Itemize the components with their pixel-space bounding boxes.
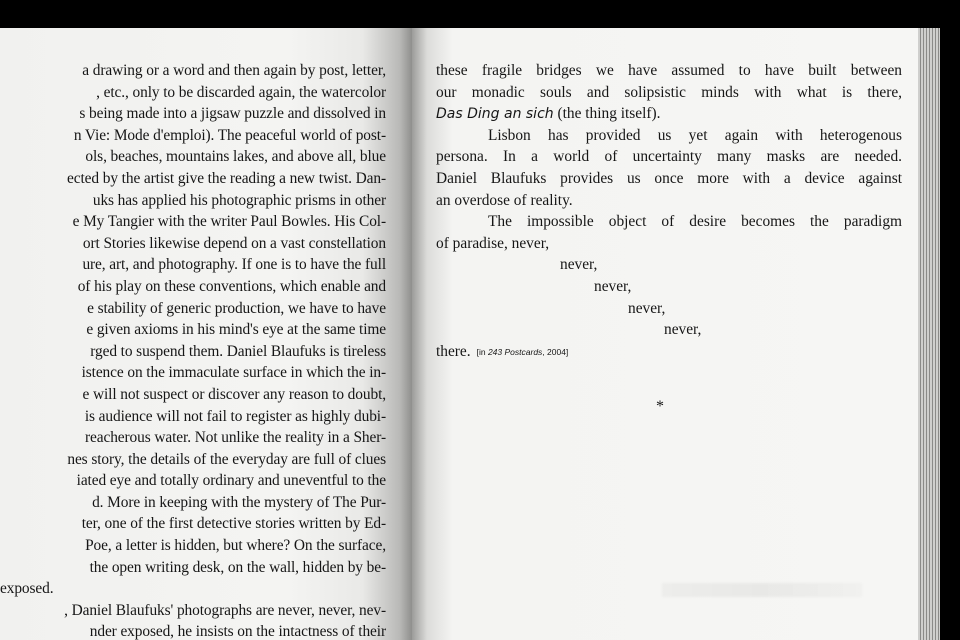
text-line: our monadic souls and solipsistic minds with what is there,	[436, 83, 902, 101]
poem-line: never,	[664, 321, 702, 339]
closing-word: there.	[436, 342, 471, 360]
text-line: ter, one of the first detective stories written by Ed-	[81, 515, 386, 533]
text-line: reacherous water. Not unlike the reality in a Sher-	[84, 429, 386, 447]
text-line: of his play on these conventions, which enable and	[77, 277, 386, 295]
text-line	[436, 103, 902, 125]
text-line: e given axioms in his mind's eye at the same time	[86, 321, 386, 339]
text-line: nder exposed, he insists on the intactness of their	[89, 623, 386, 640]
text-line: iated eye and totally ordinary and uneventful to the	[76, 472, 386, 490]
text-line: the open writing desk, on the wall, hidden by be-	[89, 558, 386, 576]
citation-title: 243 Postcards	[487, 346, 543, 357]
text-line: a drawing or a word and then again by post, letter,	[82, 62, 386, 79]
text-line: d. More in keeping with the mystery of The Pur-	[92, 493, 386, 511]
text-line: is audience will not fail to register as highly dubi-	[84, 407, 386, 425]
text-line: e My Tangier with the writer Paul Bowles. His Col-	[72, 213, 386, 231]
show-through	[662, 583, 862, 597]
text-line: an overdose of reality.	[436, 191, 573, 209]
poem-line: never,	[560, 256, 598, 274]
text-line: Poe, a letter is hidden, but where? On the surface,	[85, 537, 386, 555]
text-line: rged to suspend them. Daniel Blaufuks is tireless	[90, 342, 386, 360]
text-line: , etc., only to be discarded again, the watercolor	[96, 83, 386, 101]
text-fragment: (the thing itself).	[553, 105, 661, 123]
poem-line: never,	[628, 299, 666, 317]
text-line: Daniel Blaufuks provides us once more with a device against	[436, 169, 902, 187]
right-page	[412, 28, 920, 640]
section-separator: *	[656, 398, 664, 415]
right-page-text	[436, 60, 902, 362]
text-line: ure, art, and photography. If one is to have the full	[82, 256, 386, 274]
text-line: Lisbon has provided us yet again with heterogenous	[488, 126, 902, 144]
text-line: n Vie: Mode d'emploi). The peaceful world of post-	[73, 126, 386, 144]
book-spread	[0, 28, 960, 640]
text-line	[436, 341, 902, 363]
text-line: ols, beaches, mountains lakes, and above all, blue	[85, 148, 386, 166]
text-line: exposed.	[0, 580, 54, 598]
italic-phrase: Das Ding an sich	[436, 106, 554, 123]
text-line: nes story, the details of the everyday are full of clues	[67, 450, 386, 468]
text-line: The impossible object of desire becomes the paradigm	[488, 213, 902, 231]
left-page	[0, 28, 412, 640]
text-line: of paradise, never,	[436, 234, 550, 252]
poem-line: never,	[594, 277, 632, 295]
text-line: e stability of generic production, we have to have	[87, 299, 386, 317]
text-line: ected by the artist give the reading a new twist. Dan-	[67, 169, 386, 187]
text-line: , Daniel Blaufuks' photographs are never, never, nev-	[64, 601, 386, 619]
left-page-text	[0, 60, 386, 640]
text-line: istence on the immaculate surface in which the in-	[81, 364, 386, 382]
page-edges	[918, 28, 960, 640]
citation	[477, 347, 569, 357]
text-line: e will not suspect or discover any reason to doubt,	[82, 385, 386, 403]
text-line: uks has applied his photographic prisms in other	[92, 191, 386, 209]
text-line: ort Stories likewise depend on a vast constellation	[82, 234, 386, 252]
citation-suffix: , 2004]	[542, 346, 569, 357]
citation-prefix: [in	[476, 346, 488, 357]
text-line: s being made into a jigsaw puzzle and dissolved in	[79, 105, 386, 123]
text-line: these fragile bridges we have assumed to have built between	[436, 62, 902, 79]
text-line: persona. In a world of uncertainty many masks are needed.	[436, 148, 902, 166]
